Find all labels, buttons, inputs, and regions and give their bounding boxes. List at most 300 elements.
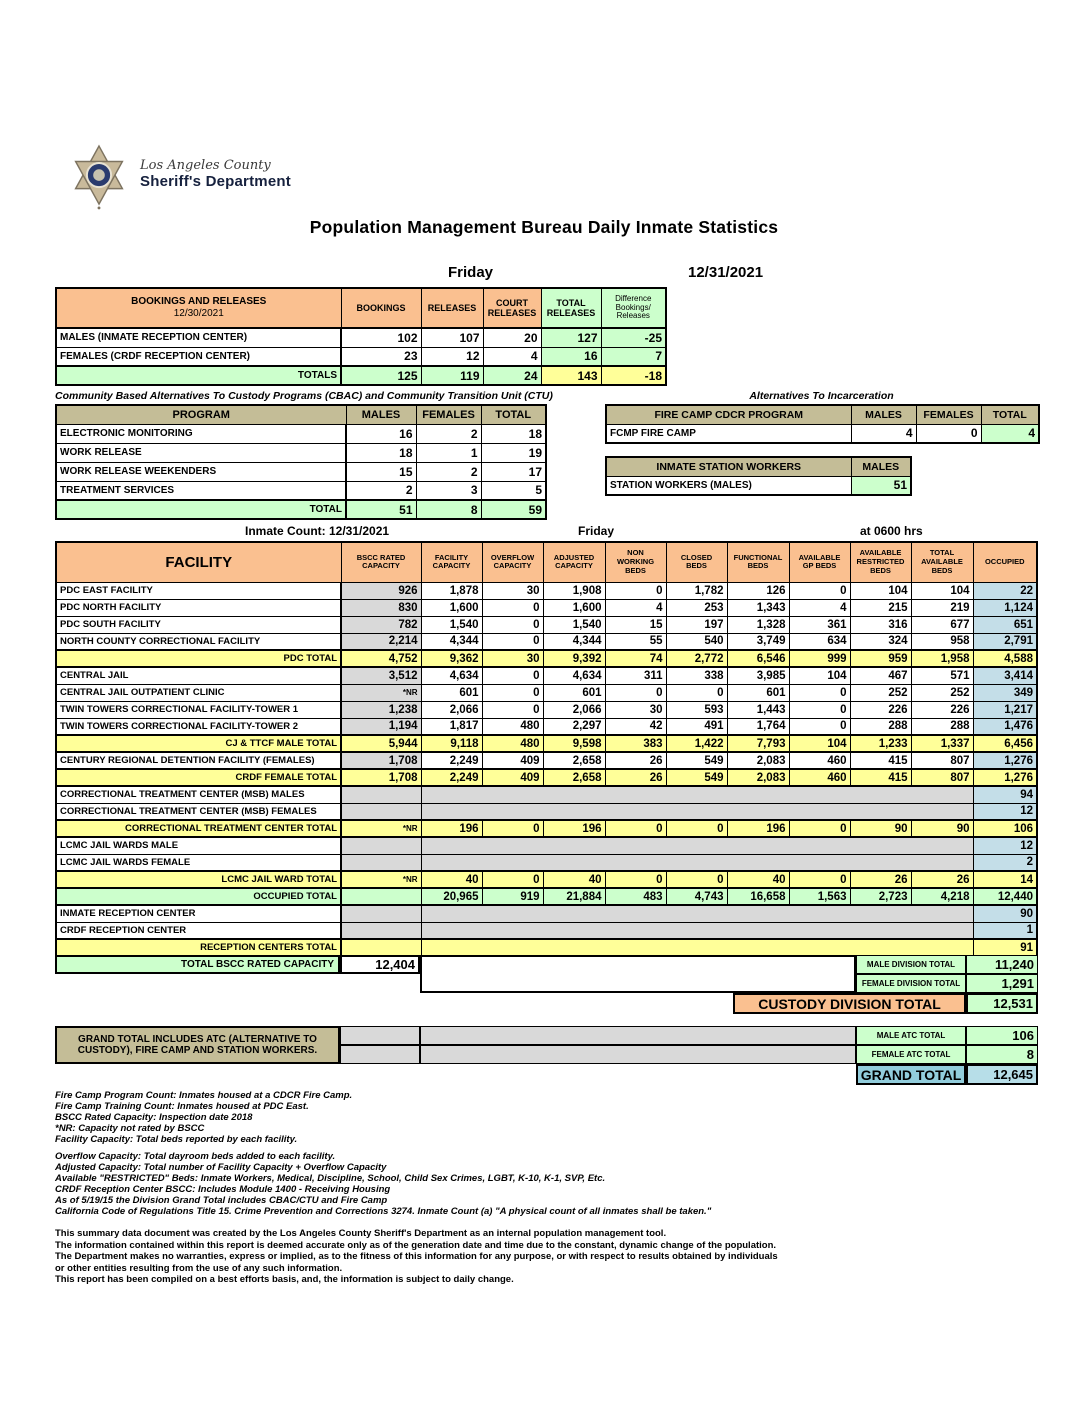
value-cell: 5,944	[341, 735, 421, 752]
facility-row	[56, 633, 1037, 650]
value-cell: 2,083	[727, 752, 789, 769]
col-females: FEMALES	[416, 405, 481, 424]
custody-division-total-value: 12,531	[966, 993, 1038, 1014]
value-cell: 4	[851, 424, 916, 443]
disclaimer-line: This summary data document was created by the Los Angeles County Sheriff's Department as an internal population management tool.	[55, 1228, 667, 1239]
facility-label: LCMC JAIL WARD TOTAL	[56, 871, 341, 888]
value-cell: 5	[481, 481, 546, 500]
custody-division-total-label: CUSTODY DIVISION TOTAL	[733, 993, 966, 1014]
value-cell: 4,634	[421, 667, 482, 684]
value-cell: 12,440	[973, 888, 1037, 905]
sheriff-star-icon	[70, 144, 128, 210]
value-cell: 549	[666, 769, 727, 786]
value-cell: 30	[482, 582, 543, 599]
female-atc-total-value: 8	[966, 1045, 1038, 1064]
footnote-line: Facility Capacity: Total beds reported by each facility.	[55, 1134, 298, 1145]
value-cell: 0	[789, 684, 850, 701]
value-cell: 7,793	[727, 735, 789, 752]
footnote-line: BSCC Rated Capacity: Inspection date 2018	[55, 1112, 253, 1123]
facility-row	[56, 684, 1037, 701]
facility-row	[56, 854, 1037, 871]
cbac-row	[56, 424, 546, 443]
bookings-header-row	[56, 288, 666, 328]
value-cell: 215	[850, 599, 911, 616]
facility-row	[56, 616, 1037, 633]
value-cell: 830	[341, 599, 421, 616]
cbac-section-title: Community Based Alternatives To Custody Programs (CBAC) and Community Transition Unit (CTU)	[55, 390, 553, 402]
value-cell: 1,540	[543, 616, 605, 633]
value-cell: 288	[911, 718, 973, 735]
bscc-cell	[341, 905, 421, 922]
value-cell: 1	[416, 443, 481, 462]
value-cell: 21,884	[543, 888, 605, 905]
value-cell: 15	[346, 462, 416, 481]
value-cell: 361	[789, 616, 850, 633]
value-cell: 3,512	[341, 667, 421, 684]
col-releases: RELEASES	[421, 288, 483, 328]
bookings-totals-row	[56, 366, 666, 385]
value-cell: 0	[482, 871, 543, 888]
value-cell: 0	[666, 820, 727, 837]
grand-total-note: GRAND TOTAL INCLUDES ATC (ALTERNATIVE TO CUSTODY), FIRE CAMP AND STATION WORKERS.	[55, 1026, 340, 1064]
col-total: TOTAL	[481, 405, 546, 424]
bscc-cell	[341, 854, 421, 871]
row-label: FEMALES (CRDF RECEPTION CENTER)	[56, 347, 341, 366]
merged-cell	[421, 803, 973, 820]
facility-label: PDC SOUTH FACILITY	[56, 616, 341, 633]
footnotes	[55, 1090, 955, 1217]
facility-label: LCMC JAIL WARDS MALE	[56, 837, 341, 854]
value-cell: 42	[605, 718, 666, 735]
value-cell: 12	[421, 347, 483, 366]
footnote-line: Fire Camp Training Count: Inmates housed at PDC East.	[55, 1101, 309, 1112]
col-males: MALES	[851, 457, 911, 476]
value-cell: 2,658	[543, 769, 605, 786]
value-cell: 104	[789, 667, 850, 684]
value-cell: 782	[341, 616, 421, 633]
bscc-cell	[341, 786, 421, 803]
value-cell: 4	[605, 599, 666, 616]
value-cell: 9,598	[543, 735, 605, 752]
value-cell: 6,456	[973, 735, 1037, 752]
value-cell: 593	[666, 701, 727, 718]
value-cell: 0	[482, 616, 543, 633]
facility-label: PDC EAST FACILITY	[56, 582, 341, 599]
facility-label: LCMC JAIL WARDS FEMALE	[56, 854, 341, 871]
value-cell: 601	[727, 684, 789, 701]
occupied-cell: 94	[973, 786, 1037, 803]
value-cell: 0	[605, 820, 666, 837]
value-cell: 338	[666, 667, 727, 684]
value-cell: 651	[973, 616, 1037, 633]
value-cell: 196	[421, 820, 482, 837]
value-cell: 601	[543, 684, 605, 701]
value-cell: 26	[605, 769, 666, 786]
col-bookings: BOOKINGS	[341, 288, 421, 328]
footnote-line: *NR: Capacity not rated by BSCC	[55, 1123, 205, 1134]
value-cell: 104	[850, 582, 911, 599]
value-cell: 460	[789, 769, 850, 786]
value-cell: 571	[911, 667, 973, 684]
page-title: Population Management Bureau Daily Inmate Statistics	[309, 217, 779, 237]
value-cell: 316	[850, 616, 911, 633]
value-cell: 104	[789, 735, 850, 752]
value-cell: 16	[346, 424, 416, 443]
value-cell: 383	[605, 735, 666, 752]
col-total-releases: TOTAL RELEASES	[541, 288, 601, 328]
merged-cell	[421, 939, 973, 956]
value-cell: 349	[973, 684, 1037, 701]
value-cell: 999	[789, 650, 850, 667]
disclaimer	[55, 1228, 995, 1286]
value-cell: 3,414	[973, 667, 1037, 684]
bookings-row	[56, 347, 666, 366]
row-label: MALES (INMATE RECEPTION CENTER)	[56, 328, 341, 347]
value-cell: 0	[605, 684, 666, 701]
value-cell: 22	[973, 582, 1037, 599]
facility-label: INMATE RECEPTION CENTER	[56, 905, 341, 922]
value-cell: 252	[911, 684, 973, 701]
total-label: TOTAL	[56, 500, 346, 519]
merged-cell	[421, 854, 973, 871]
total-bscc-capacity-label: TOTAL BSCC RATED CAPACITY	[55, 955, 340, 974]
value-cell: 4	[789, 599, 850, 616]
value-cell: 16	[541, 347, 601, 366]
col-total-available-beds: TOTAL AVAILABLE BEDS	[911, 542, 973, 582]
value-cell: *NR	[341, 871, 421, 888]
value-cell: 197	[666, 616, 727, 633]
facility-row	[56, 820, 1037, 837]
value-cell: 4,344	[421, 633, 482, 650]
col-females: FEMALES	[916, 405, 981, 424]
occupied-cell: 90	[973, 905, 1037, 922]
value-cell: 4,634	[543, 667, 605, 684]
footnote-line: Adjusted Capacity: Total number of Facility Capacity + Overflow Capacity	[55, 1162, 387, 1173]
value-cell: 2	[416, 424, 481, 443]
inmate-count-day: Friday	[578, 524, 615, 538]
facility-row	[56, 871, 1037, 888]
facility-label: CRDF FEMALE TOTAL	[56, 769, 341, 786]
value-cell: 0	[789, 701, 850, 718]
facility-statistics-table	[55, 541, 1038, 957]
facility-label: RECEPTION CENTERS TOTAL	[56, 939, 341, 956]
value-cell: 677	[911, 616, 973, 633]
value-cell: 55	[605, 633, 666, 650]
disclaimer-line: This report has been compiled on a best efforts basis, and, the information is subject to daily change.	[55, 1274, 514, 1285]
station-workers-header-row	[606, 457, 911, 476]
merged-cell	[421, 905, 973, 922]
col-overflow-capacity: OVERFLOW CAPACITY	[482, 542, 543, 582]
facility-row	[56, 905, 1037, 922]
value-cell: 1,276	[973, 769, 1037, 786]
merged-cell	[421, 922, 973, 939]
facility-row	[56, 769, 1037, 786]
value-cell: 549	[666, 752, 727, 769]
value-cell: 26	[850, 871, 911, 888]
col-difference: Difference Bookings/ Releases	[601, 288, 666, 328]
value-cell: 1,782	[666, 582, 727, 599]
value-cell: 2,083	[727, 769, 789, 786]
value-cell: 4,752	[341, 650, 421, 667]
grand-spacer-gray-2	[340, 1045, 420, 1064]
value-cell: 18	[346, 443, 416, 462]
facility-row	[56, 837, 1037, 854]
value-cell: 0	[482, 684, 543, 701]
value-cell: 0	[789, 582, 850, 599]
facility-label: PDC TOTAL	[56, 650, 341, 667]
bookings-title-cell	[56, 288, 341, 328]
bookings-title: BOOKINGS AND RELEASES	[131, 295, 267, 307]
value-cell: 15	[605, 616, 666, 633]
value-cell: 4,743	[666, 888, 727, 905]
summary-spacer-box	[420, 955, 856, 993]
value-cell: 23	[341, 347, 421, 366]
value-cell: 30	[605, 701, 666, 718]
grand-total-label: GRAND TOTAL	[856, 1064, 966, 1085]
value-cell: 4,588	[973, 650, 1037, 667]
grand-total-value: 12,645	[966, 1064, 1038, 1085]
facility-row	[56, 752, 1037, 769]
col-program: PROGRAM	[56, 405, 346, 424]
bscc-cell	[341, 803, 421, 820]
value-cell: 1,233	[850, 735, 911, 752]
totals-label: TOTALS	[56, 366, 341, 385]
col-court-releases: COURT RELEASES	[483, 288, 541, 328]
value-cell: 226	[911, 701, 973, 718]
occupied-cell: 12	[973, 837, 1037, 854]
value-cell: 126	[727, 582, 789, 599]
value-cell: 1,217	[973, 701, 1037, 718]
alternatives-section-title: Alternatives To Incarceration	[749, 390, 894, 402]
disclaimer-line: or other entities resulting from the use of any such information.	[55, 1262, 343, 1274]
value-cell: 3,985	[727, 667, 789, 684]
male-atc-total-label: MALE ATC TOTAL	[856, 1026, 966, 1045]
value-cell: 634	[789, 633, 850, 650]
col-facility: FACILITY	[56, 542, 341, 582]
value-cell: 1,600	[421, 599, 482, 616]
value-cell: 0	[666, 684, 727, 701]
facility-row	[56, 888, 1037, 905]
report-day: Friday	[448, 264, 494, 281]
value-cell: 2	[346, 481, 416, 500]
facility-label: PDC NORTH FACILITY	[56, 599, 341, 616]
facility-row	[56, 718, 1037, 735]
value-cell: 102	[341, 328, 421, 347]
value-cell: 127	[541, 328, 601, 347]
value-cell: 1,817	[421, 718, 482, 735]
inmate-count-label: Inmate Count: 12/31/2021	[245, 524, 390, 538]
value-cell: 1,337	[911, 735, 973, 752]
grand-spacer-gray-wide-1	[420, 1026, 856, 1045]
value-cell: 7	[601, 347, 666, 366]
bscc-cell	[341, 939, 421, 956]
program-label: TREATMENT SERVICES	[56, 481, 346, 500]
value-cell: 0	[916, 424, 981, 443]
bscc-cell	[341, 837, 421, 854]
cbac-header-row	[56, 405, 546, 424]
col-facility-capacity: FACILITY CAPACITY	[421, 542, 482, 582]
value-cell: 409	[482, 752, 543, 769]
totals-value-cell: 143	[541, 366, 601, 385]
col-adjusted-capacity: ADJUSTED CAPACITY	[543, 542, 605, 582]
facility-label: CJ & TTCF MALE TOTAL	[56, 735, 341, 752]
value-cell: 90	[850, 820, 911, 837]
facility-row	[56, 922, 1037, 939]
col-fire-camp-program: FIRE CAMP CDCR PROGRAM	[606, 405, 851, 424]
facility-row	[56, 650, 1037, 667]
col-occupied: OCCUPIED	[973, 542, 1037, 582]
total-value-cell: 59	[481, 500, 546, 519]
col-inmate-station-workers: INMATE STATION WORKERS	[606, 457, 851, 476]
value-cell: 1,476	[973, 718, 1037, 735]
cbac-row	[56, 462, 546, 481]
value-cell: 19	[481, 443, 546, 462]
value-cell: 959	[850, 650, 911, 667]
occupied-cell: 1	[973, 922, 1037, 939]
value-cell: 0	[605, 582, 666, 599]
value-cell: 1,124	[973, 599, 1037, 616]
value-cell: 40	[421, 871, 482, 888]
facility-header-row	[56, 542, 1037, 582]
facility-row	[56, 786, 1037, 803]
value-cell: 415	[850, 769, 911, 786]
program-label: ELECTRONIC MONITORING	[56, 424, 346, 443]
occupied-cell: 12	[973, 803, 1037, 820]
value-cell: 14	[973, 871, 1037, 888]
value-cell: 1,878	[421, 582, 482, 599]
female-division-total-value: 1,291	[966, 974, 1038, 993]
value-cell: 0	[482, 667, 543, 684]
facility-row	[56, 803, 1037, 820]
value-cell: 460	[789, 752, 850, 769]
value-cell: 288	[850, 718, 911, 735]
value-cell: 219	[911, 599, 973, 616]
value-cell: 0	[789, 871, 850, 888]
value-cell: 0	[482, 820, 543, 837]
value-cell: 409	[482, 769, 543, 786]
value-cell: 467	[850, 667, 911, 684]
footnote-line: As of 5/19/15 the Division Grand Total includes CBAC/CTU and Fire Camp	[55, 1195, 388, 1206]
value-cell: 16,658	[727, 888, 789, 905]
value-cell: 1,600	[543, 599, 605, 616]
footnote-line: CRDF Reception Center BSCC: Includes Module 1400 - Receiving Housing	[55, 1184, 391, 1195]
col-functional-beds: FUNCTIONAL BEDS	[727, 542, 789, 582]
value-cell: 480	[482, 718, 543, 735]
fire-camp-row	[606, 424, 1039, 443]
grand-spacer-gray-wide-2	[420, 1045, 856, 1064]
station-workers-label: STATION WORKERS (MALES)	[606, 476, 851, 495]
col-available-gp-beds: AVAILABLE GP BEDS	[789, 542, 850, 582]
value-cell: *NR	[341, 820, 421, 837]
footnote-line: California Code of Regulations Title 15. Crime Prevention and Corrections 3274. Inmate Count (a) "A physical count of all inmates shall be taken."	[55, 1206, 712, 1217]
value-cell: 4	[981, 424, 1039, 443]
value-cell: 20,965	[421, 888, 482, 905]
facility-label: CORRECTIONAL TREATMENT CENTER (MSB) MALES	[56, 786, 341, 803]
inmate-count-time: at 0600 hrs	[860, 524, 923, 538]
value-cell: 1,328	[727, 616, 789, 633]
cbac-total-row	[56, 500, 546, 519]
value-cell: 0	[789, 718, 850, 735]
value-cell: 9,392	[543, 650, 605, 667]
col-non-working-beds: NON WORKING BEDS	[605, 542, 666, 582]
facility-label: CENTRAL JAIL OUTPATIENT CLINIC	[56, 684, 341, 701]
grand-spacer-gray-1	[340, 1026, 420, 1045]
value-cell: 2,791	[973, 633, 1037, 650]
disclaimer-line: The Department makes no warranties, express or implied, as to the fitness of this information for any purpose, or with respect to results obtained by individuals	[55, 1251, 778, 1262]
value-cell: 2,297	[543, 718, 605, 735]
value-cell: 0	[482, 701, 543, 718]
total-value-cell: 51	[346, 500, 416, 519]
totals-value-cell: 125	[341, 366, 421, 385]
occupied-cell: 91	[973, 939, 1037, 956]
facility-row	[56, 939, 1037, 956]
facility-label: CORRECTIONAL TREATMENT CENTER (MSB) FEMALES	[56, 803, 341, 820]
value-cell: 0	[482, 599, 543, 616]
value-cell: 26	[605, 752, 666, 769]
totals-value-cell: 119	[421, 366, 483, 385]
value-cell: 2,249	[421, 752, 482, 769]
col-available-restricted-beds: AVAILABLE RESTRICTED BEDS	[850, 542, 911, 582]
footnote-line: Available "RESTRICTED" Beds: Inmate Workers, Medical, Discipline, School, Child Sex Crimes, LGBT, K-10, K-1, SVP, Etc.	[55, 1173, 606, 1184]
facility-label: TWIN TOWERS CORRECTIONAL FACILITY-TOWER 1	[56, 701, 341, 718]
value-cell: *NR	[341, 684, 421, 701]
value-cell: 1,343	[727, 599, 789, 616]
value-cell: 40	[727, 871, 789, 888]
bookings-row	[56, 328, 666, 347]
value-cell: 2,772	[666, 650, 727, 667]
value-cell: 26	[911, 871, 973, 888]
facility-row	[56, 667, 1037, 684]
facility-label: CRDF RECEPTION CENTER	[56, 922, 341, 939]
facility-row	[56, 582, 1037, 599]
program-label: WORK RELEASE	[56, 443, 346, 462]
agency-department-label: Sheriff's Department	[140, 173, 291, 190]
value-cell: 324	[850, 633, 911, 650]
male-atc-total-value: 106	[966, 1026, 1038, 1045]
cbac-table	[55, 404, 547, 520]
value-cell: 253	[666, 599, 727, 616]
merged-cell	[421, 837, 973, 854]
value-cell: 74	[605, 650, 666, 667]
value-cell: 9,118	[421, 735, 482, 752]
station-workers-table	[605, 456, 912, 496]
agency-county-label: Los Angeles County	[140, 158, 271, 173]
value-cell: 4	[483, 347, 541, 366]
cbac-row	[56, 481, 546, 500]
value-cell: 90	[911, 820, 973, 837]
value-cell: 1,276	[973, 752, 1037, 769]
value-cell: 2,214	[341, 633, 421, 650]
cbac-row	[56, 443, 546, 462]
bookings-releases-table	[55, 287, 667, 386]
total-value-cell: 8	[416, 500, 481, 519]
value-cell: 3,749	[727, 633, 789, 650]
disclaimer-line: The information contained within this report is deemed accurate only as of the generation date and time due to the constant, dynamic change of the population.	[55, 1239, 777, 1251]
report-date: 12/31/2021	[688, 264, 764, 281]
value-cell: 0	[605, 871, 666, 888]
value-cell: 104	[911, 582, 973, 599]
value-cell: 958	[911, 633, 973, 650]
value-cell: 601	[421, 684, 482, 701]
value-cell: 807	[911, 752, 973, 769]
col-closed-beds: CLOSED BEDS	[666, 542, 727, 582]
value-cell: 480	[482, 735, 543, 752]
value-cell: -25	[601, 328, 666, 347]
total-bscc-capacity-value: 12,404	[340, 955, 420, 974]
value-cell: 9,362	[421, 650, 482, 667]
value-cell: 2	[416, 462, 481, 481]
value-cell: 1,563	[789, 888, 850, 905]
